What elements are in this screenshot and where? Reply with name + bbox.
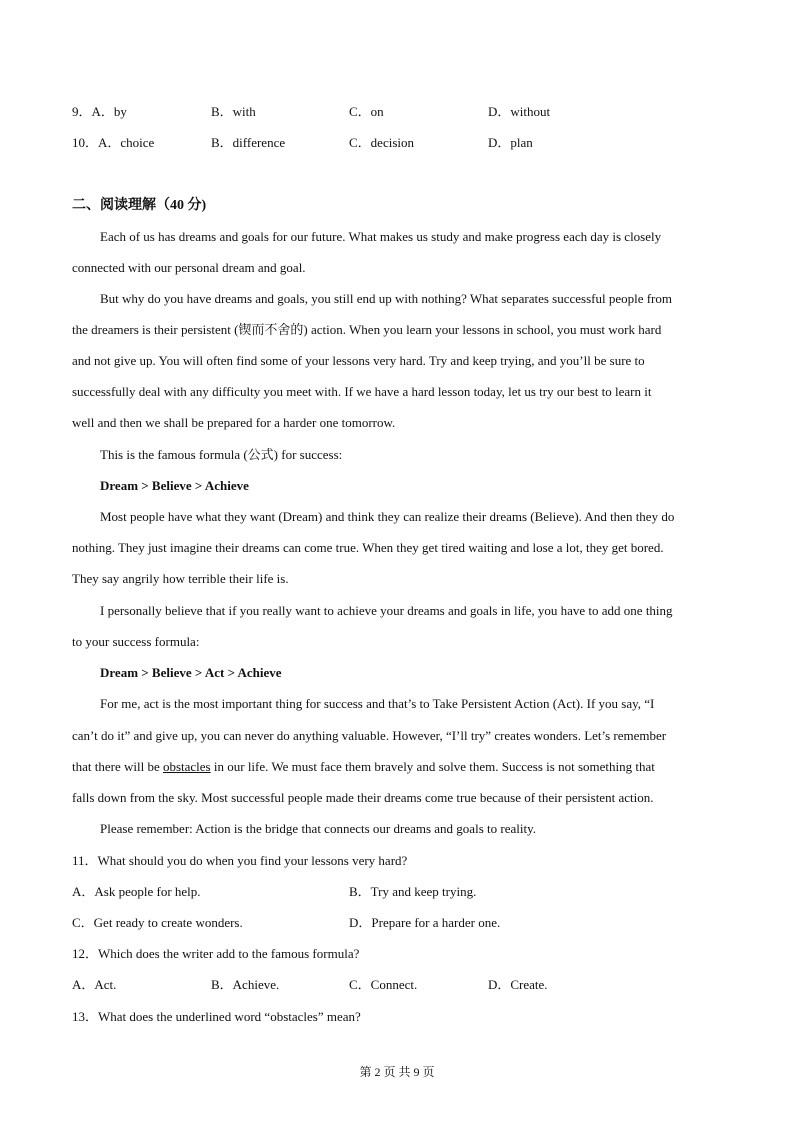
paragraph-line: and not give up. You will often find some of your lessons very hard. Try and keep trying, and you’ll be sure to <box>72 353 645 368</box>
option-a <box>72 103 127 121</box>
question-10-options <box>72 134 732 152</box>
paragraph-line: For me, act is the most important thing for success and that’s to Take Persistent Action (Act). If you say, “I <box>100 696 655 711</box>
option-b: B．Achieve. <box>211 977 280 992</box>
question-13-stem: 13．What does the underlined word “obstacles” mean? <box>72 1009 361 1024</box>
option-a-text: A．by <box>91 104 127 119</box>
section-title: 二、阅读理解（40 分) <box>72 198 207 213</box>
option-c: C．Get ready to create wonders. <box>72 915 243 930</box>
option-a <box>72 134 154 152</box>
option-a: A．Act. <box>72 977 117 992</box>
option-b: B．difference <box>211 135 286 150</box>
question-number: 9． <box>72 104 92 119</box>
text-segment: in our life. We must face them bravely and solve them. Success is not something that <box>210 759 655 774</box>
paragraph-line: connected with our personal dream and goal. <box>72 260 306 275</box>
paragraph-line: can’t do it” and give up, you can never do anything valuable. However, “I’ll try” creates wonders. Let’s remember <box>72 728 667 743</box>
formula-1: Dream > Believe > Achieve <box>100 478 249 493</box>
paragraph-line: to your success formula: <box>72 634 200 649</box>
option-d: D．Create. <box>488 977 548 992</box>
option-c: C．decision <box>349 135 414 150</box>
paragraph-line: They say angrily how terrible their life is. <box>72 571 289 586</box>
option-a-text: A．choice <box>98 135 155 150</box>
option-a: A．Ask people for help. <box>72 884 201 899</box>
paragraph-line: Please remember: Action is the bridge that connects our dreams and goals to reality. <box>100 821 536 836</box>
paragraph-line <box>72 758 732 776</box>
formula-2: Dream > Believe > Act > Achieve <box>100 665 282 680</box>
text-segment: that there will be <box>72 759 163 774</box>
paragraph-line: This is the famous formula (公式) for success: <box>100 447 343 462</box>
paragraph-line: nothing. They just imagine their dreams can come true. When they get tired waiting and lose a lot, they get bored. <box>72 540 664 555</box>
question-11-stem: 11．What should you do when you find your lessons very hard? <box>72 853 408 868</box>
question-11-options-row-1 <box>72 883 732 901</box>
option-c: C．on <box>349 104 384 119</box>
option-d: D．without <box>488 104 551 119</box>
paragraph-line: well and then we shall be prepared for a harder one tomorrow. <box>72 415 396 430</box>
question-12-stem: 12．Which does the writer add to the famous formula? <box>72 946 360 961</box>
option-c: C．Connect. <box>349 977 418 992</box>
paragraph-line: I personally believe that if you really want to achieve your dreams and goals in life, you have to add one thing <box>100 603 673 618</box>
option-b: B．with <box>211 104 256 119</box>
option-d: D．Prepare for a harder one. <box>349 915 501 930</box>
question-9-options <box>72 103 732 121</box>
question-12-options <box>72 976 732 994</box>
option-d: D．plan <box>488 135 533 150</box>
paragraph-line: Most people have what they want (Dream) and think they can realize their dreams (Believe). And then they do <box>100 509 675 524</box>
paragraph-line: But why do you have dreams and goals, you still end up with nothing? What separates successful people from <box>100 291 672 306</box>
underlined-word: obstacles <box>162 759 211 774</box>
paragraph-line: falls down from the sky. Most successful people made their dreams come true because of their persistent action. <box>72 790 654 805</box>
paragraph-line: successfully deal with any difficulty you meet with. If we have a hard lesson today, let us try our best to learn it <box>72 384 652 399</box>
paragraph-line: Each of us has dreams and goals for our future. What makes us study and make progress each day is closely <box>100 229 662 244</box>
page-footer: 第 2 页 共 9 页 <box>359 1065 435 1079</box>
question-11-options-row-2 <box>72 914 732 932</box>
option-b: B．Try and keep trying. <box>349 884 477 899</box>
paragraph-line: the dreamers is their persistent (锲而不舍的) action. When you learn your lessons in school, you must work hard <box>72 322 662 337</box>
question-number: 10． <box>72 135 99 150</box>
